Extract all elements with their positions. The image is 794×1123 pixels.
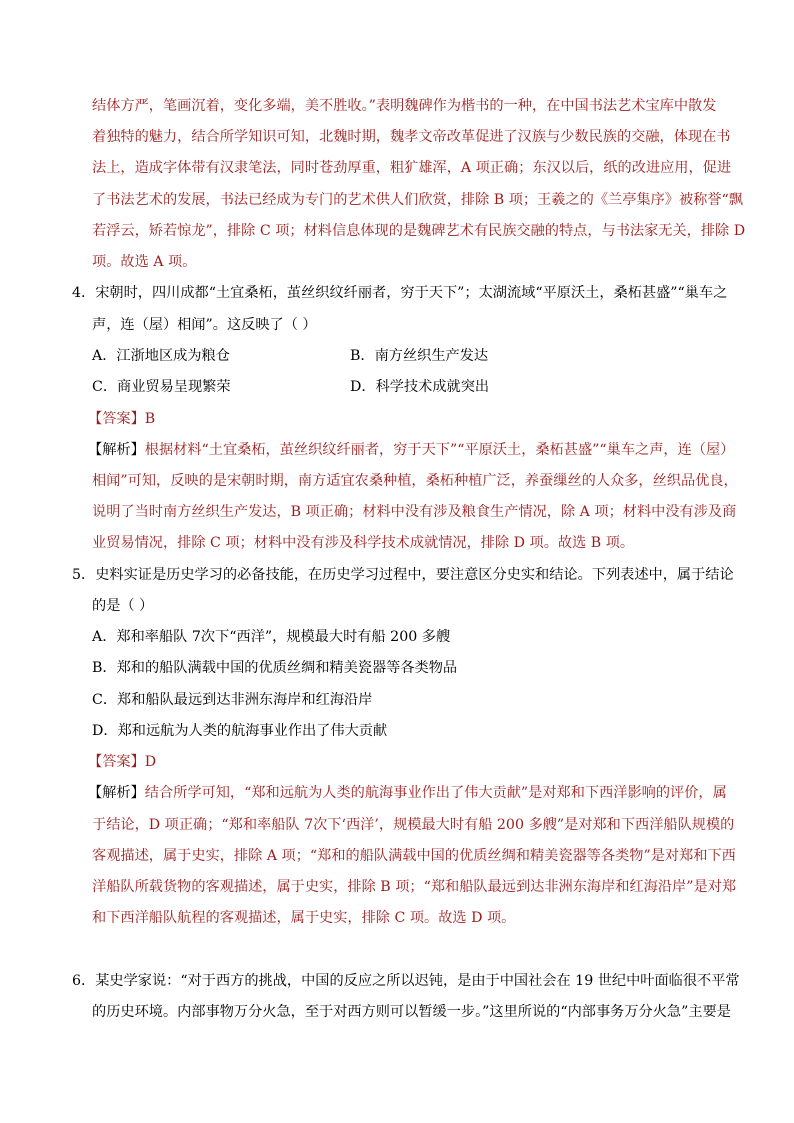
q4-option-c: C．商业贸易呈现繁荣 xyxy=(92,379,231,395)
q4-analysis-line-3: 说明了当时南方丝织生产发达，B 项正确；材料中没有涉及粮食生产情况，除 A 项；材料中没有涉及商 xyxy=(92,504,737,520)
q3-analysis-line-3: 法上，造成字体带有汉隶笔法，同时苍劲厚重，粗犷雄浑，A 项正确；东汉以后，纸的改进应用，促进 xyxy=(92,160,732,176)
q4-option-d: D．科学技术成就突出 xyxy=(350,379,490,395)
q5-option-c: C．郑和船队最远到达非洲东海岸和红海沿岸 xyxy=(92,692,373,708)
q6-stem-line-1: 6．某史学家说：“对于西方的挑战，中国的反应之所以迟钝，是由于中国社会在 19 世纪中叶面临很不平常 xyxy=(72,973,740,989)
q5-option-a: A．郑和率船队 7次下“西洋”，规模最大时有船 200 多艘 xyxy=(92,629,451,645)
q3-analysis-line-2: 着独特的魅力，结合所学知识可知，北魏时期，魏孝文帝改革促进了汉族与少数民族的交融，体现在书 xyxy=(92,129,731,145)
q3-analysis-line-4: 了书法艺术的发展，书法已经成为专门的艺术供人们欣赏，排除 B 项；王羲之的《兰亭集序》被称誉“飘 xyxy=(92,192,743,208)
q4-answer: 【答案】B xyxy=(88,411,156,427)
q5-answer: 【答案】D xyxy=(88,754,157,770)
q5-option-d: D．郑和远航为人类的航海事业作出了伟大贡献 xyxy=(92,723,388,739)
q5-analysis-text: 结合所学可知，“郑和远航为人类的航海事业作出了伟大贡献”是对郑和下西洋影响的评价，属 xyxy=(144,785,727,801)
q3-analysis-line-5: 若浮云，矫若惊龙”，排除 C 项；材料信息体现的是魏碑艺术有民族交融的特点，与书法家无关，排除 D xyxy=(92,223,746,239)
q4-analysis-line-4: 业贸易情况，排除 C 项；材料中没有涉及科学技术成就情况，排除 D 项。故选 B 项。 xyxy=(92,535,635,551)
q5-analysis-line-1 xyxy=(88,783,727,803)
q4-option-a: A．江浙地区成为粮仓 xyxy=(92,348,230,364)
q4-stem-line-2: 声，连（屋）相闻”。这反映了（ ） xyxy=(92,317,317,333)
q6-stem-line-2: 的历史环境。内部事物万分火急，至于对西方则可以暂缓一步。”这里所说的“内部事务万分火急”主要是 xyxy=(92,1004,731,1020)
q5-stem-line-2: 的是（ ） xyxy=(92,598,154,614)
q5-analysis-label: 【解析】 xyxy=(88,785,145,801)
q4-analysis-label: 【解析】 xyxy=(88,442,145,458)
q4-stem-line-1: 4．宋朝时，四川成都“土宜桑柘，茧丝织纹纤丽者，穷于天下”；太湖流域“平原沃土，桑柘甚盛”“巢车之 xyxy=(72,285,728,301)
q5-option-b: B．郑和的船队满载中国的优质丝绸和精美瓷器等各类物品 xyxy=(92,660,458,676)
q3-analysis-line-6: 项。故选 A 项。 xyxy=(92,254,197,270)
q5-stem-line-1: 5．史料实证是历史学习的必备技能，在历史学习过程中，要注意区分史实和结论。下列表述中，属于结论 xyxy=(72,567,734,583)
q5-analysis-line-5: 和下西洋船队航程的客观描述，属于史实，排除 C 项。故选 D 项。 xyxy=(92,910,516,926)
q3-analysis-line-1: 结体方严，笔画沉着，变化多端，美不胜收。”表明魏碑作为楷书的一种，在中国书法艺术宝库中散发 xyxy=(92,98,717,114)
q4-analysis-text: 根据材料“土宜桑柘，茧丝织纹纤丽者，穷于天下”“平原沃土，桑柘甚盛”“巢车之声，连（屋） xyxy=(144,442,735,458)
q5-analysis-line-2: 于结论，D 项正确；“郑和率船队 7次下‘西洋’，规模最大时有船 200 多艘”是对郑和下西洋船队规模的 xyxy=(92,817,735,833)
q5-analysis-line-4: 洋船队所载货物的客观描述，属于史实，排除 B 项；“郑和船队最远到达非洲东海岸和红海沿岸”是对郑 xyxy=(92,879,737,895)
q4-analysis-line-2: 相闻”可知，反映的是宋朝时期，南方适宜农桑种植，桑柘种植广泛，养蚕缫丝的人众多，丝织品优良， xyxy=(92,473,738,489)
q4-analysis-line-1 xyxy=(88,440,734,460)
q4-option-b: B．南方丝织生产发达 xyxy=(350,348,489,364)
q5-analysis-line-3: 客观描述，属于史实，排除 A 项；“郑和的船队满载中国的优质丝绸和精美瓷器等各类物”是对郑和下西 xyxy=(92,848,736,864)
